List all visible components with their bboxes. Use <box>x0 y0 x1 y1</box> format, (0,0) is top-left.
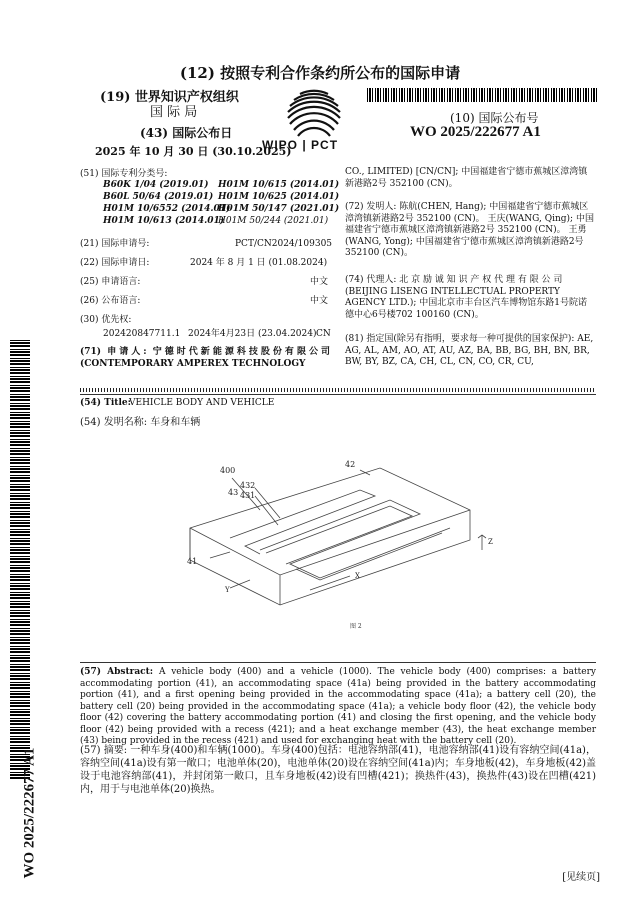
vehicle-body-figure <box>170 440 510 640</box>
title-en: VEHICLE BODY AND VEHICLE <box>129 398 275 408</box>
applicant: (71) 申请人: 宁德时代新能源科技股份有限公司 (CONTEMPORARY AMPEREX TECHNOLOGY <box>80 347 330 369</box>
filing-date: 2024 年 8 月 1 日 (01.08.2024) <box>190 258 328 268</box>
ipc-code: H01M 10/6552 (2014.01) <box>103 204 231 214</box>
application-language-label: (25) 申请语言: <box>80 277 141 287</box>
priority-date: 2024年4月23日 (23.04.2024) <box>188 329 317 339</box>
ipc-code: H01M 50/147 (2021.01) <box>218 204 340 214</box>
ipc-code: H01M 50/244 (2021.01) <box>218 216 329 226</box>
publication-number-label: (10) 国际公布号 <box>450 111 539 125</box>
publication-language: 中文 <box>310 296 329 306</box>
abstract-en-label: (57) Abstract: <box>80 667 154 677</box>
application-language: 中文 <box>310 277 329 287</box>
application-number-label: (21) 国际申请号: <box>80 239 150 249</box>
agent: (74) 代理人: 北 京 励 诚 知 识 产 权 代 理 有 限 公 司 (BEIJING LISENG INTELLECTUAL PROPERTY AGENCY LTD.); 中国北京市丰台区汽车博物馆东路1号院诺德中心6号楼702 100160 (CN)。 <box>345 275 587 320</box>
separator-line <box>80 394 596 395</box>
figure-label: 400 <box>220 466 236 475</box>
figure-label: 43 <box>228 488 239 497</box>
wipo-pct-mark: WIPO | PCT <box>262 138 339 152</box>
axis-label: X <box>355 572 360 580</box>
ipc-label: (51) 国际专利分类号: <box>80 169 168 179</box>
title-en-label: (54) Title: <box>80 398 131 408</box>
abstract-en <box>80 667 596 748</box>
filing-date-label: (22) 国际申请日: <box>80 258 150 268</box>
ipc-code: H01M 10/613 (2014.01) <box>103 216 225 226</box>
publication-date: 2025 年 10 月 30 日 (30.10.2025) <box>95 145 292 158</box>
inventors: (72) 发明人: 陈航(CHEN, Hang); 中国福建省宁德市蕉城区漳湾镇新港路2号 352100 (CN)。 王庆(WANG, Qing); 中国福建省宁德市蕉城区漳湾镇新港路2号 352100 (CN)。 王勇(WANG, Yong); 中国福建省宁德市蕉城区漳湾镇新港路2号 352100 (CN)。 <box>345 202 594 258</box>
document-title: (12) 按照专利合作条约所公布的国际申请 <box>179 64 461 82</box>
abstract-en-text: A vehicle body (400) and a vehicle (1000). The vehicle body (400) comprises: a battery accommodating portion (41), an accommodating space (41a) being provided in the battery accommodating portion (41), and a first opening being provided in the accommodating space (41a); a battery cell (20), the battery cell (20) being provided in the accommodating space (41a); a vehicle body floor (42), the vehicle body floor (42) covering the battery accommodating portion (41) and closing the first opening, and the vehicle body floor (42) being provided with a recess (421); and a heat exchange member (43), the heat exchange member (43) being provided in the recess (421) and used for exchanging heat with the battery cell (20). <box>80 667 596 746</box>
publication-language-label: (26) 公布语言: <box>80 296 141 306</box>
figure-label: 41 <box>187 557 198 566</box>
publication-number: WO 2025/222677 A1 <box>410 124 541 140</box>
figure-label: 42 <box>345 460 356 469</box>
organization-name: (19) 世界知识产权组织 <box>100 90 239 105</box>
applicant-continued: CO., LIMITED) [CN/CN]; 中国福建省宁德市蕉城区漳湾镇新港路2号 352100 (CN)。 <box>345 167 588 189</box>
axis-label: Z <box>488 538 493 546</box>
side-publication-number: WO 2025/222677 A1 <box>21 747 38 879</box>
publication-date-label: (43) 国际公布日 <box>140 126 233 140</box>
ipc-code: H01M 10/615 (2014.01) <box>218 180 340 190</box>
bureau-name: 国 际 局 <box>150 105 198 120</box>
figure-label: 432 <box>240 481 256 490</box>
title-zh: (54) 发明名称: 车身和车辆 <box>80 417 201 428</box>
designated-states: (81) 指定国(除另有指明，要求每一种可提供的国家保护): AE, AG, AL, AM, AO, AT, AU, AZ, BA, BB, BG, BH, BN, BR, BW, BY, BZ, CA, CH, CL, CN, CO, CR, CU, <box>345 334 594 367</box>
separator-hatch <box>80 388 596 392</box>
application-number: PCT/CN2024/109305 <box>235 239 333 249</box>
continued-note: [见续页] <box>562 872 600 883</box>
separator-line <box>80 662 596 663</box>
priority-number: 202420847711.1 <box>103 329 181 339</box>
axis-label: Y <box>225 586 230 594</box>
ipc-code: H01M 10/625 (2014.01) <box>218 192 340 202</box>
header-barcode <box>367 88 599 102</box>
figure-caption: 图 2 <box>350 623 362 630</box>
priority-label: (30) 优先权: <box>80 315 132 325</box>
figure-label: 431 <box>240 491 256 500</box>
ipc-code: B60K 1/04 (2019.01) <box>103 180 209 190</box>
priority-country: CN <box>316 329 331 339</box>
abstract-zh: (57) 摘要: 一种车身(400)和车辆(1000)。车身(400)包括：电池容纳部(41)，电池容纳部(41)设有容纳空间(41a)，容纳空间(41a)设有第一敞口；电池单体(20)，电池单体(20)设在容纳空间(41a)内；车身地板(42)，车身地板(42)盖设于电池容纳部(41)，并封闭第一敞口，且车身地板(42)设有凹槽(421)；换热件(43)，换热件(43)设在凹槽(421)内，用于与电池单体(20)换热。 <box>80 745 596 795</box>
ipc-code: B60L 50/64 (2019.01) <box>103 192 214 202</box>
